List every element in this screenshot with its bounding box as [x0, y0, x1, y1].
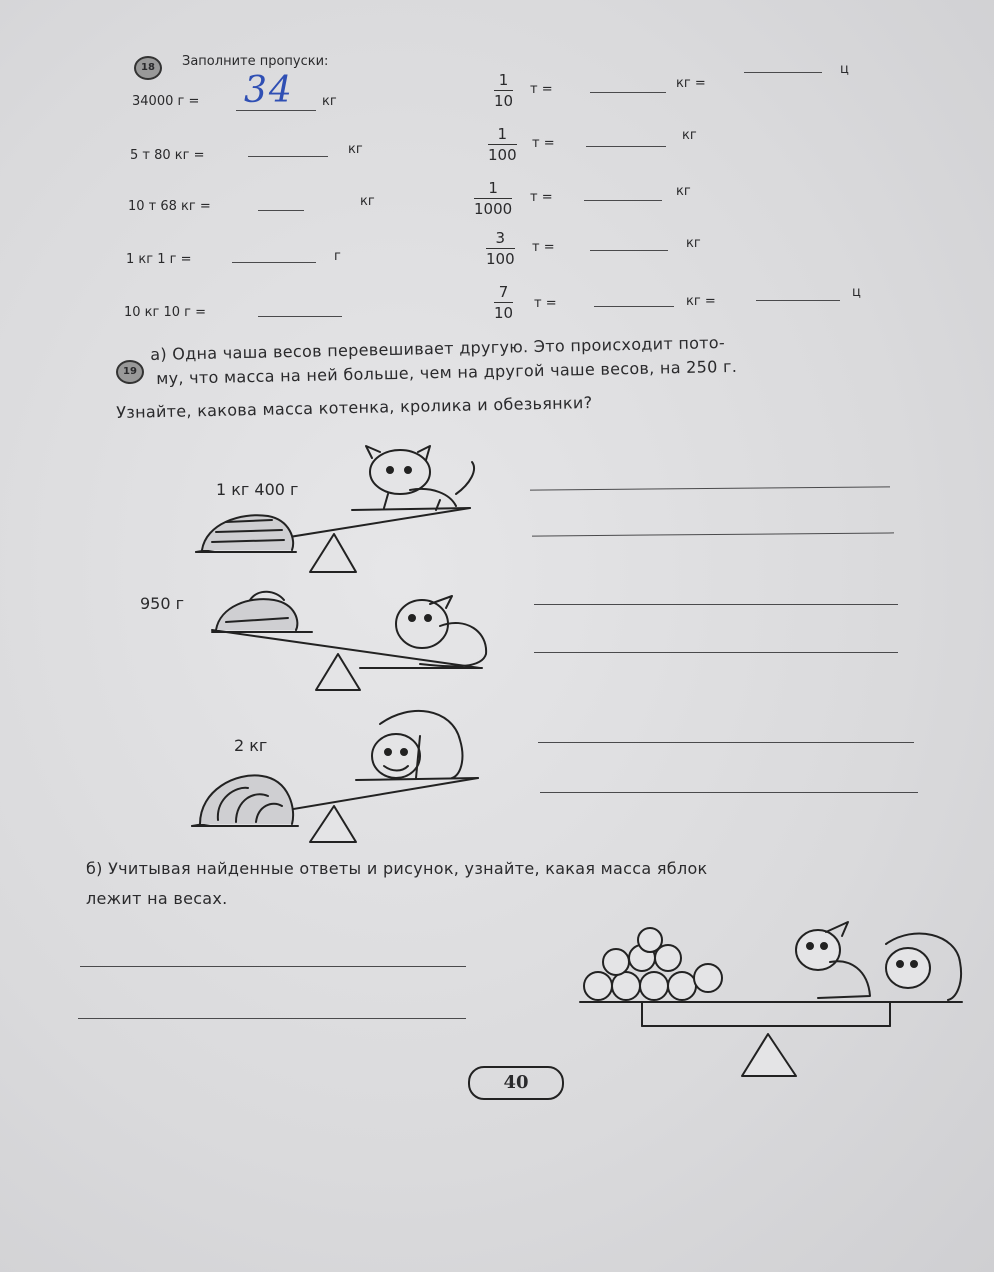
scale-3-drawing	[192, 711, 478, 842]
fraction-5-t: т =	[534, 296, 557, 311]
fraction-1-den: 10	[494, 92, 514, 110]
scale-2-label: 950 г	[140, 594, 185, 613]
left-unit-1: кг	[322, 94, 337, 109]
fraction-3-unit: кг	[676, 184, 691, 199]
left-unit-2: кг	[348, 142, 363, 157]
fraction-1-unit: кг =	[676, 76, 706, 91]
fraction-4-num: 3	[486, 228, 515, 249]
fraction-3-t: т =	[530, 190, 553, 205]
scale-1-drawing	[196, 446, 474, 572]
fraction-1-unit2: ц	[840, 62, 849, 77]
fraction-4-t: т =	[532, 240, 555, 255]
fraction-2-t: т =	[532, 136, 555, 151]
fraction-5-unit2: ц	[852, 285, 861, 300]
left-unit-4: г	[334, 249, 341, 264]
handwritten-answer: 34	[244, 70, 294, 111]
task-1-title: Заполните пропуски:	[182, 54, 329, 69]
scale-1-label: 1 кг 400 г	[216, 480, 299, 499]
task-2b-line-1: б) Учитывая найденные ответы и рисунок, узнайте, какая масса яблок	[86, 859, 708, 878]
task-2a-line-2: му, что масса на ней больше, чем на другой чаше весов, на 250 г.	[156, 356, 738, 388]
left-unit-3: кг	[360, 194, 375, 209]
left-expr-2: 5 т 80 кг =	[130, 148, 205, 163]
fraction-4-unit: кг	[686, 236, 701, 251]
fraction-5-unit: кг =	[686, 294, 716, 309]
fraction-3-den: 1000	[474, 200, 513, 218]
fraction-1-num: 1	[494, 70, 513, 91]
fraction-5-num: 7	[494, 282, 513, 303]
page-number: 40	[468, 1066, 564, 1100]
left-expr-4: 1 кг 1 г =	[126, 252, 192, 267]
task-number-19: 19	[116, 360, 144, 384]
task-2b-line-2: лежит на весах.	[86, 889, 228, 908]
fraction-1-t: т =	[530, 82, 553, 97]
fraction-2-num: 1	[488, 124, 517, 145]
fraction-3-num: 1	[474, 178, 512, 199]
scale-2-drawing	[212, 592, 486, 690]
left-expr-1: 34000 г =	[132, 94, 200, 109]
task-2a-line-1: а) Одна чаша весов перевешивает другую. Это происходит пото-	[150, 332, 726, 364]
fraction-4-den: 100	[486, 250, 515, 268]
scale-3-label: 2 кг	[234, 736, 268, 755]
fraction-5-den: 10	[494, 304, 514, 322]
fraction-2-unit: кг	[682, 128, 697, 143]
task-number-18: 18	[134, 56, 162, 80]
scale-4-drawing	[580, 922, 962, 1076]
fraction-2-den: 100	[488, 146, 517, 164]
left-expr-5: 10 кг 10 г =	[124, 305, 207, 320]
left-expr-3: 10 т 68 кг =	[128, 199, 211, 214]
task-2a-line-3: Узнайте, какова масса котенка, кролика и обезьянки?	[116, 393, 593, 422]
